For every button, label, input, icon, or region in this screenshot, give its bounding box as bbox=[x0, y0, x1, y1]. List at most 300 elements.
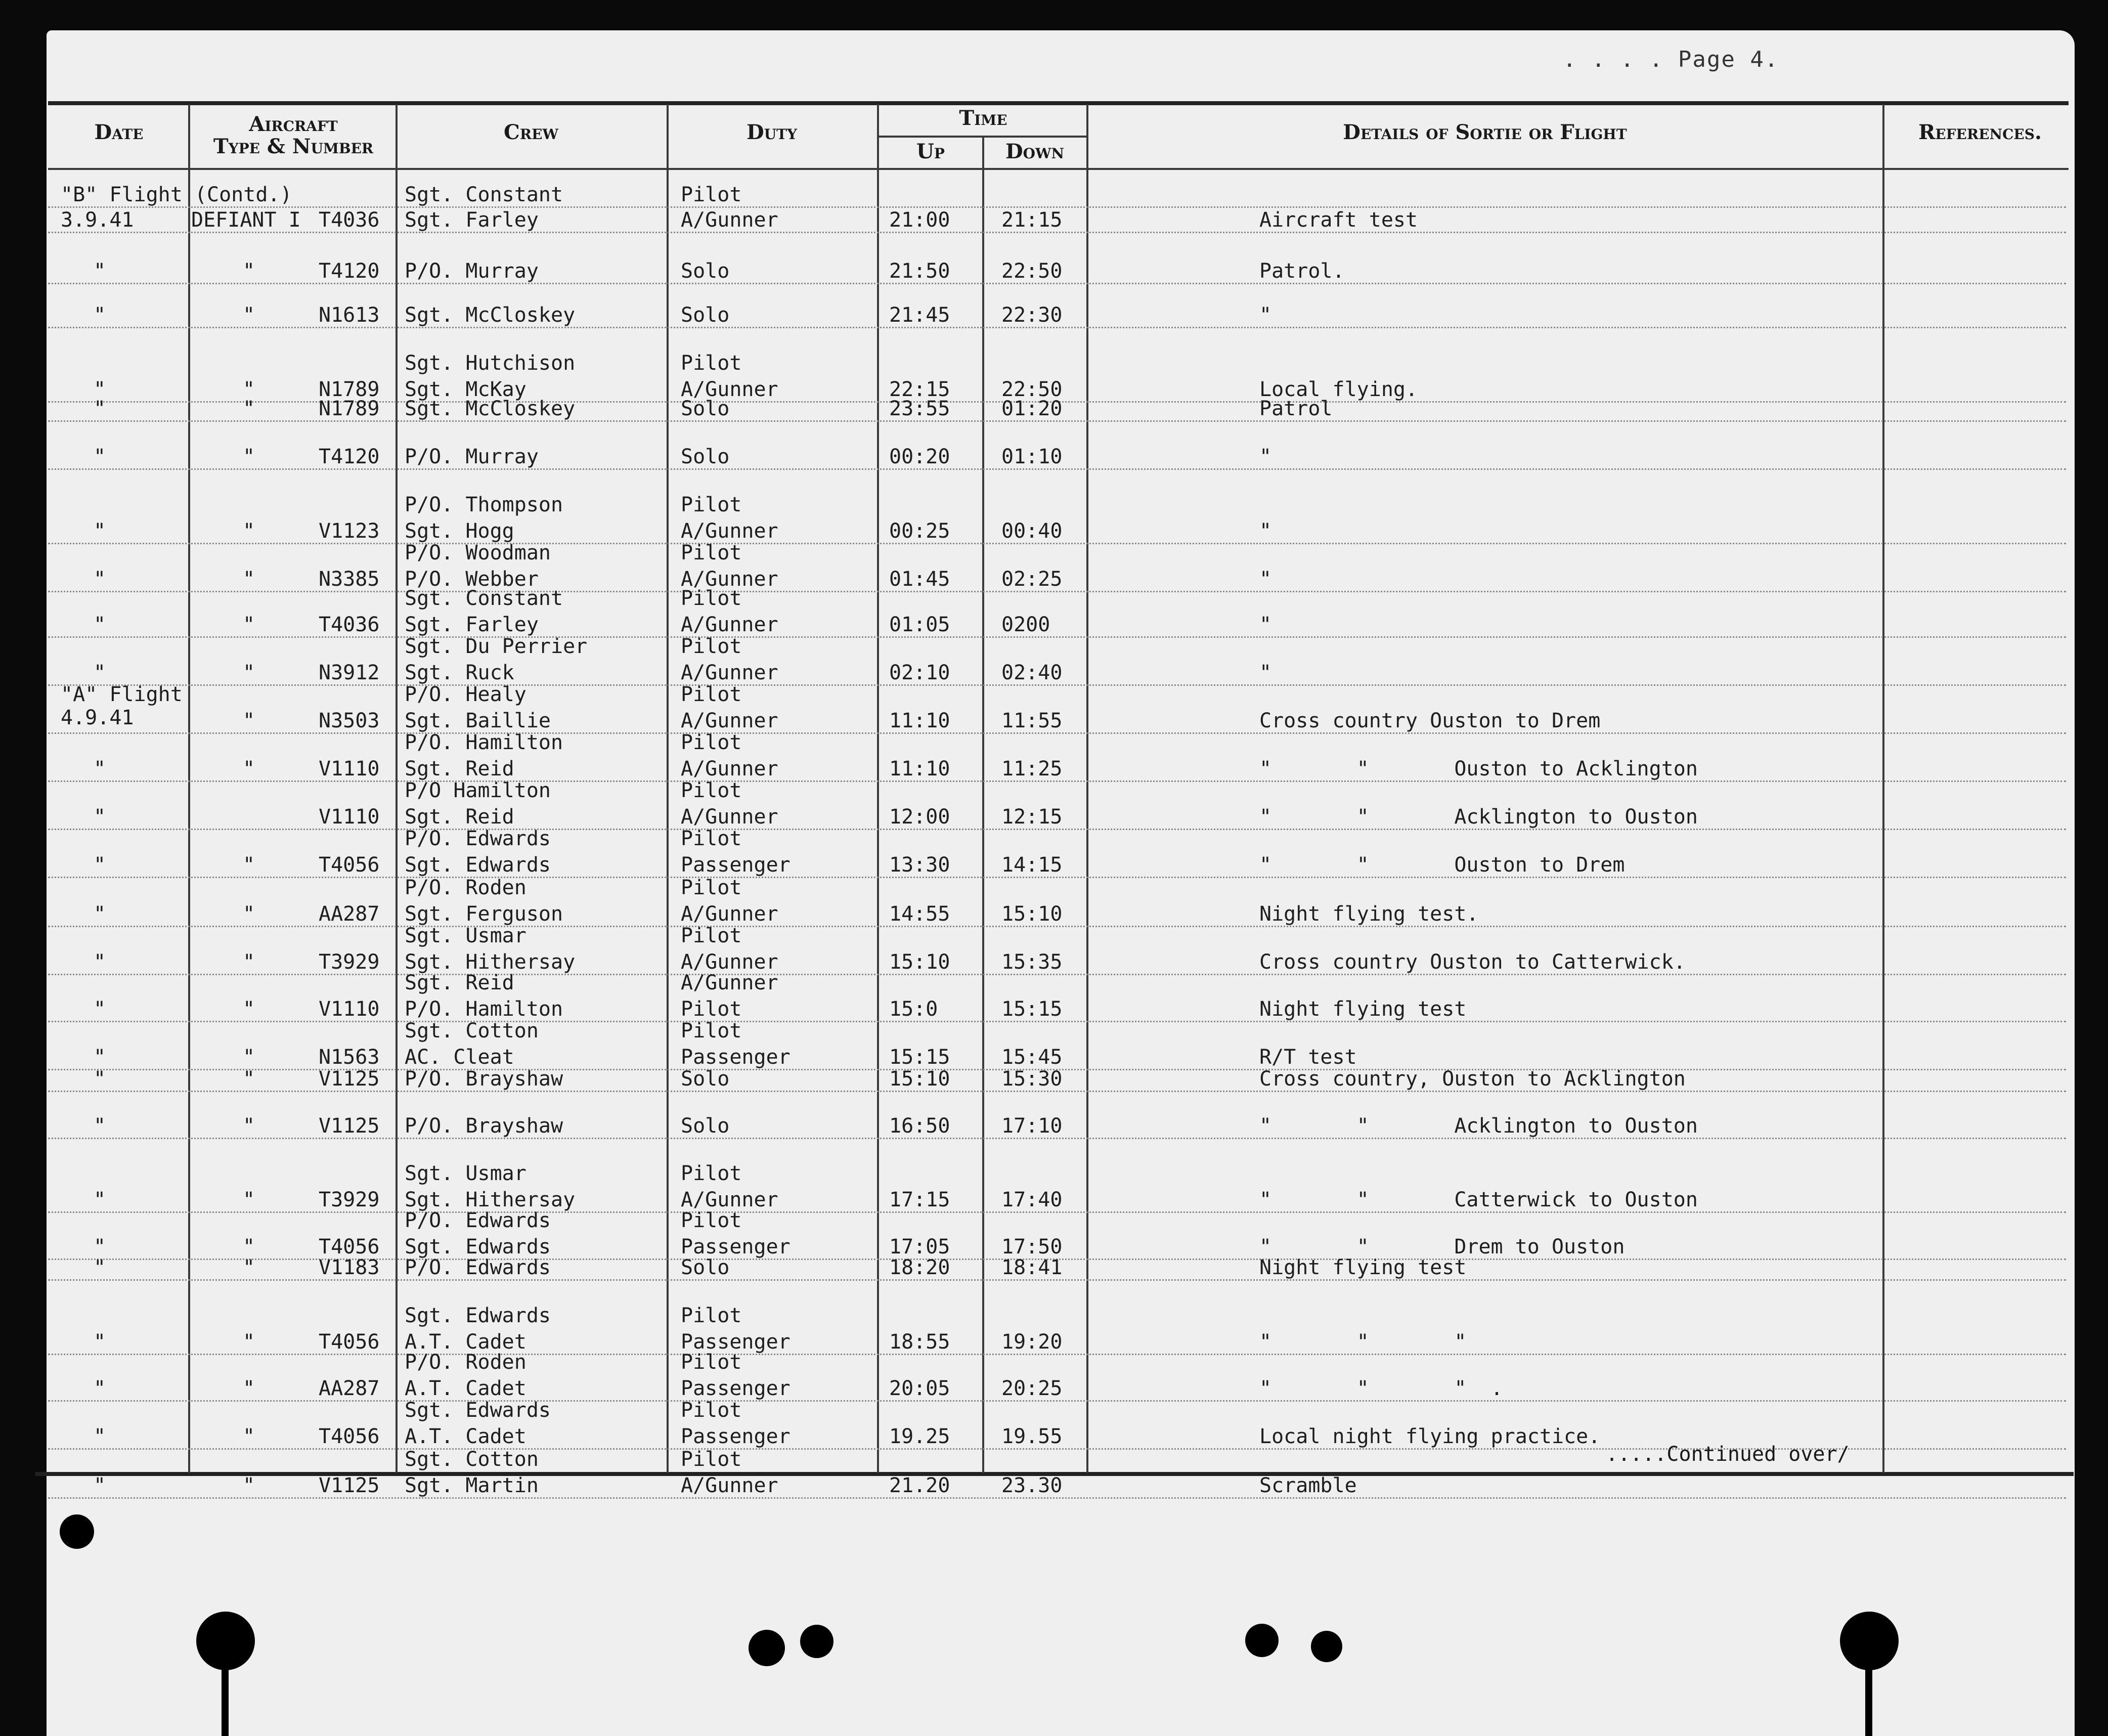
row-duty: Pilot bbox=[681, 1209, 742, 1232]
row-time-down: 20:25 bbox=[1001, 1377, 1063, 1400]
row-rule bbox=[48, 1497, 2066, 1499]
row-aircraft-type: DEFIANT I bbox=[191, 208, 301, 232]
row-rule bbox=[48, 232, 2066, 233]
column-divider bbox=[877, 104, 879, 1473]
row-duty: Pilot bbox=[681, 1448, 742, 1471]
row-aircraft-number: V1110 bbox=[319, 757, 380, 780]
row-time-up: 18:55 bbox=[889, 1330, 950, 1354]
row-date: " bbox=[94, 1256, 106, 1279]
header-bottom-rule bbox=[48, 168, 2069, 170]
row-time-up: 02:10 bbox=[889, 661, 950, 684]
row-time-down: 0200 bbox=[1001, 613, 1050, 636]
row-duty: Pilot bbox=[681, 779, 742, 802]
row-details: " " Catterwick to Ouston bbox=[1259, 1188, 1698, 1211]
row-duty: A/Gunner bbox=[681, 378, 778, 401]
row-time-down: 22:50 bbox=[1001, 259, 1063, 283]
row-date: " bbox=[94, 613, 106, 636]
row-crew: Sgt. McKay bbox=[405, 378, 526, 401]
row-details: Scramble bbox=[1259, 1474, 1357, 1497]
row-rule bbox=[48, 1400, 2066, 1402]
row-aircraft-type: " bbox=[243, 568, 255, 591]
row-date: " bbox=[94, 1235, 106, 1258]
row-duty: Passenger bbox=[681, 1425, 791, 1448]
row-crew: AC. Cleat bbox=[405, 1046, 514, 1069]
row-duty: Solo bbox=[681, 1114, 730, 1138]
row-time-down: 22:30 bbox=[1001, 303, 1063, 327]
row-aircraft-number: N3503 bbox=[319, 709, 380, 732]
row-duty: Pilot bbox=[681, 352, 742, 375]
row-details: Local flying. bbox=[1259, 378, 1418, 401]
row-details: Aircraft test bbox=[1259, 208, 1418, 232]
header-details: Details of Sortie or Flight bbox=[1343, 120, 1627, 144]
row-aircraft-type: " bbox=[243, 397, 255, 420]
row-aircraft-number: V1110 bbox=[319, 805, 380, 829]
row-date: " bbox=[94, 853, 106, 877]
row-crew: Sgt. Cotton bbox=[405, 1448, 539, 1471]
row-aircraft-number: AA287 bbox=[319, 902, 380, 926]
row-time-down: 15:30 bbox=[1001, 1067, 1063, 1091]
row-date: " bbox=[94, 1330, 106, 1354]
row-rule bbox=[48, 1021, 2066, 1022]
row-time-up: 21:50 bbox=[889, 259, 950, 283]
column-divider bbox=[1086, 104, 1088, 1473]
row-time-down: 17:10 bbox=[1001, 1114, 1063, 1138]
row-crew: Sgt. Usmar bbox=[405, 924, 526, 947]
row-date: " bbox=[94, 378, 106, 401]
row-aircraft-type: " bbox=[243, 709, 255, 732]
row-rule bbox=[48, 420, 2066, 422]
binder-slot bbox=[1865, 1664, 1872, 1736]
row-time-up: 00:20 bbox=[889, 445, 950, 468]
header-time-up: Up bbox=[916, 140, 945, 163]
punch-hole bbox=[1840, 1612, 1899, 1670]
row-time-down: 19.55 bbox=[1001, 1425, 1063, 1448]
row-duty: Pilot bbox=[681, 731, 742, 754]
header-date: Date bbox=[94, 120, 144, 144]
row-crew: P/O. Brayshaw bbox=[405, 1114, 563, 1138]
row-duty: Pilot bbox=[681, 183, 742, 206]
row-time-down: 15:35 bbox=[1001, 950, 1063, 974]
row-details: Cross country Ouston to Catterwick. bbox=[1259, 950, 1686, 974]
row-aircraft-type: " bbox=[243, 997, 255, 1021]
row-aircraft-type: " bbox=[243, 1235, 255, 1258]
punch-hole bbox=[1245, 1624, 1279, 1657]
row-crew: P/O. Murray bbox=[405, 445, 539, 468]
row-duty: Pilot bbox=[681, 827, 742, 850]
row-duty: Pilot bbox=[681, 876, 742, 899]
row-rule bbox=[48, 206, 2066, 208]
row-aircraft-number: T3929 bbox=[319, 1188, 380, 1211]
punch-hole bbox=[749, 1630, 785, 1666]
row-details: R/T test bbox=[1259, 1046, 1357, 1069]
row-crew: P/O. Roden bbox=[405, 876, 526, 899]
punch-hole bbox=[1311, 1631, 1342, 1662]
row-date: " bbox=[94, 757, 106, 780]
row-time-down: 12:15 bbox=[1001, 805, 1063, 829]
row-details: " " Drem to Ouston bbox=[1259, 1235, 1625, 1258]
row-time-up: 13:30 bbox=[889, 853, 950, 877]
row-duty: Solo bbox=[681, 445, 730, 468]
row-crew: P/O. Edwards bbox=[405, 1209, 551, 1232]
row-crew: P/O. Hamilton bbox=[405, 997, 563, 1021]
row-time-down: 21:15 bbox=[1001, 208, 1063, 232]
header-duty: Duty bbox=[746, 120, 797, 144]
row-date: " bbox=[94, 1188, 106, 1211]
row-aircraft-number: T4120 bbox=[319, 445, 380, 468]
row-details: " bbox=[1259, 568, 1272, 591]
row-aircraft-number: V1123 bbox=[319, 519, 380, 543]
row-crew: Sgt. Hogg bbox=[405, 519, 514, 543]
row-crew: P/O. Hamilton bbox=[405, 731, 563, 754]
row-time-down: 02:25 bbox=[1001, 568, 1063, 591]
row-crew: Sgt. Ruck bbox=[405, 661, 514, 684]
row-aircraft-number: AA287 bbox=[319, 1377, 380, 1400]
row-aircraft-number: T3929 bbox=[319, 950, 380, 974]
row-aircraft-number: V1125 bbox=[319, 1067, 380, 1091]
row-aircraft-type: " bbox=[243, 519, 255, 543]
row-crew: Sgt. McCloskey bbox=[405, 397, 576, 420]
row-date: " bbox=[94, 519, 106, 543]
row-aircraft-type: " bbox=[243, 613, 255, 636]
row-aircraft-type: " bbox=[243, 1114, 255, 1138]
row-aircraft-number: N3912 bbox=[319, 661, 380, 684]
row-crew: Sgt. Constant bbox=[405, 587, 563, 610]
row-details: " bbox=[1259, 519, 1272, 543]
row-date: " bbox=[94, 1067, 106, 1091]
row-time-up: 19.25 bbox=[889, 1425, 950, 1448]
row-time-down: 15:15 bbox=[1001, 997, 1063, 1021]
row-time-up: 23:55 bbox=[889, 397, 950, 420]
row-date: " bbox=[94, 950, 106, 974]
row-crew: P/O. Murray bbox=[405, 259, 539, 283]
row-duty: A/Gunner bbox=[681, 709, 778, 732]
row-time-up: 15:10 bbox=[889, 950, 950, 974]
row-duty: Pilot bbox=[681, 997, 742, 1021]
row-aircraft-number: T4036 bbox=[319, 208, 380, 232]
row-date: " bbox=[94, 1046, 106, 1069]
row-aircraft-type: " bbox=[243, 757, 255, 780]
row-rule bbox=[48, 543, 2066, 544]
row-aircraft-type: " bbox=[243, 1188, 255, 1211]
row-time-down: 01:10 bbox=[1001, 445, 1063, 468]
row-aircraft-number: T4056 bbox=[319, 1330, 380, 1354]
row-rule bbox=[48, 636, 2066, 638]
header-aircraft: Aircraft Type & Number bbox=[213, 112, 374, 158]
row-duty: Pilot bbox=[681, 1019, 742, 1043]
row-crew: Sgt. Hithersay bbox=[405, 950, 576, 974]
row-aircraft-type: " bbox=[243, 303, 255, 327]
header-time-down: Down bbox=[1005, 140, 1065, 163]
row-time-down: 22:50 bbox=[1001, 378, 1063, 401]
row-details: Cross country Ouston to Drem bbox=[1259, 709, 1601, 732]
row-time-down: 18:41 bbox=[1001, 1256, 1063, 1279]
row-aircraft-number: N1789 bbox=[319, 397, 380, 420]
row-time-up: 11:10 bbox=[889, 709, 950, 732]
row-rule bbox=[48, 327, 2066, 328]
row-crew: Sgt. Usmar bbox=[405, 1162, 526, 1185]
row-rule bbox=[48, 1091, 2066, 1092]
row-aircraft-number: T4056 bbox=[319, 853, 380, 877]
row-details: " " " bbox=[1259, 1330, 1467, 1354]
row-duty: Pilot bbox=[681, 924, 742, 947]
row-aircraft-type: " bbox=[243, 902, 255, 926]
row-rule bbox=[48, 974, 2066, 975]
row-aircraft-number: N1789 bbox=[319, 378, 380, 401]
row-date: " bbox=[94, 445, 106, 468]
row-duty: Passenger bbox=[681, 1046, 791, 1069]
row-crew: A.T. Cadet bbox=[405, 1330, 526, 1354]
row-details: " " Ouston to Drem bbox=[1259, 853, 1625, 877]
row-aircraft-number: T4056 bbox=[319, 1235, 380, 1258]
punch-hole bbox=[800, 1625, 833, 1658]
row-date: " bbox=[94, 259, 106, 283]
row-crew: P/O. Edwards bbox=[405, 1256, 551, 1279]
row-time-up: 17:15 bbox=[889, 1188, 950, 1211]
row-aircraft-number: V1125 bbox=[319, 1474, 380, 1497]
row-rule bbox=[48, 829, 2066, 830]
row-date: " bbox=[94, 1114, 106, 1138]
row-crew: Sgt. Constant bbox=[405, 183, 563, 206]
row-aircraft-type: " bbox=[243, 1330, 255, 1354]
row-aircraft-type: " bbox=[243, 950, 255, 974]
row-time-up: 17:05 bbox=[889, 1235, 950, 1258]
row-details: Local night flying practice. bbox=[1259, 1425, 1601, 1448]
row-date: " bbox=[94, 397, 106, 420]
row-crew: Sgt. Edwards bbox=[405, 1235, 551, 1258]
row-duty: Passenger bbox=[681, 1330, 791, 1354]
row-time-up: 01:05 bbox=[889, 613, 950, 636]
row-date: " bbox=[94, 997, 106, 1021]
row-crew: P/O. Webber bbox=[405, 568, 539, 591]
header-crew: Crew bbox=[504, 120, 558, 144]
row-aircraft-number: N3385 bbox=[319, 568, 380, 591]
row-duty: A/Gunner bbox=[681, 1474, 778, 1497]
row-rule bbox=[48, 1354, 2066, 1355]
row-rule bbox=[48, 732, 2066, 734]
row-date: " bbox=[94, 805, 106, 829]
row-date: "B" Flight (Contd.) bbox=[61, 183, 292, 206]
row-details: Night flying test bbox=[1259, 997, 1467, 1021]
row-duty: Passenger bbox=[681, 853, 791, 877]
row-duty: Pilot bbox=[681, 493, 742, 516]
row-duty: A/Gunner bbox=[681, 208, 778, 232]
row-duty: A/Gunner bbox=[681, 950, 778, 974]
row-duty: A/Gunner bbox=[681, 757, 778, 780]
row-duty: Pilot bbox=[681, 587, 742, 610]
header-top-rule bbox=[48, 101, 2069, 105]
row-aircraft-type: " bbox=[243, 1067, 255, 1091]
row-crew: Sgt. Reid bbox=[405, 805, 514, 829]
row-details: Night flying test. bbox=[1259, 902, 1479, 926]
row-time-down: 17:50 bbox=[1001, 1235, 1063, 1258]
row-rule bbox=[48, 684, 2066, 686]
row-time-up: 11:10 bbox=[889, 757, 950, 780]
row-aircraft-type: " bbox=[243, 1474, 255, 1497]
row-duty: A/Gunner bbox=[681, 661, 778, 684]
row-time-down: 15:45 bbox=[1001, 1046, 1063, 1069]
row-time-up: 21.20 bbox=[889, 1474, 950, 1497]
row-aircraft-number: V1183 bbox=[319, 1256, 380, 1279]
row-time-down: 15:10 bbox=[1001, 902, 1063, 926]
row-crew: P/O. Healy bbox=[405, 683, 526, 706]
row-rule bbox=[48, 468, 2066, 470]
row-time-up: 16:50 bbox=[889, 1114, 950, 1138]
row-details: " bbox=[1259, 613, 1272, 636]
row-aircraft-number: V1125 bbox=[319, 1114, 380, 1138]
row-duty: Pilot bbox=[681, 541, 742, 565]
row-details: " bbox=[1259, 661, 1272, 684]
row-crew: Sgt. Reid bbox=[405, 757, 514, 780]
row-aircraft-type: " bbox=[243, 661, 255, 684]
row-rule bbox=[48, 283, 2066, 284]
row-time-up: 14:55 bbox=[889, 902, 950, 926]
row-crew: Sgt. Martin bbox=[405, 1474, 539, 1497]
row-crew: Sgt. Ferguson bbox=[405, 902, 563, 926]
row-details: " bbox=[1259, 303, 1272, 327]
row-time-up: 18:20 bbox=[889, 1256, 950, 1279]
row-date: "A" Flight 4.9.41 bbox=[61, 683, 183, 729]
row-aircraft-type: " bbox=[243, 1425, 255, 1448]
row-crew: P/O Hamilton bbox=[405, 779, 551, 802]
row-date: 3.9.41 bbox=[61, 208, 134, 232]
row-details: Patrol bbox=[1259, 397, 1333, 420]
row-duty: A/Gunner bbox=[681, 568, 778, 591]
row-details: " " Acklington to Ouston bbox=[1259, 805, 1698, 829]
column-divider bbox=[982, 137, 984, 1473]
row-duty: A/Gunner bbox=[681, 613, 778, 636]
row-crew: Sgt. Hutchison bbox=[405, 352, 576, 375]
row-time-down: 00:40 bbox=[1001, 519, 1063, 543]
row-time-up: 20:05 bbox=[889, 1377, 950, 1400]
row-time-up: 15:0 bbox=[889, 997, 938, 1021]
row-crew: Sgt. Hithersay bbox=[405, 1188, 576, 1211]
row-aircraft-type: " bbox=[243, 1256, 255, 1279]
row-time-down: 11:25 bbox=[1001, 757, 1063, 780]
column-divider bbox=[1882, 104, 1884, 1473]
row-time-down: 19:20 bbox=[1001, 1330, 1063, 1354]
row-time-down: 01:20 bbox=[1001, 397, 1063, 420]
column-divider bbox=[396, 104, 398, 1473]
row-crew: Sgt. Edwards bbox=[405, 853, 551, 877]
row-aircraft-type: " bbox=[243, 1377, 255, 1400]
row-duty: Solo bbox=[681, 1256, 730, 1279]
row-crew: P/O. Edwards bbox=[405, 827, 551, 850]
row-duty: Solo bbox=[681, 259, 730, 283]
row-time-up: 22:15 bbox=[889, 378, 950, 401]
row-time-down: 02:40 bbox=[1001, 661, 1063, 684]
row-crew: Sgt. Farley bbox=[405, 208, 539, 232]
row-date: " bbox=[94, 1425, 106, 1448]
row-crew: Sgt. Reid bbox=[405, 971, 514, 994]
row-time-up: 12:00 bbox=[889, 805, 950, 829]
row-details: Cross country, Ouston to Acklington bbox=[1259, 1067, 1686, 1091]
row-date: " bbox=[94, 902, 106, 926]
row-crew: Sgt. Du Perrier bbox=[405, 635, 588, 658]
header-time: Time bbox=[959, 106, 1007, 130]
punch-hole bbox=[60, 1514, 94, 1549]
row-rule bbox=[48, 926, 2066, 927]
continued-note: .....Continued over/ bbox=[1606, 1443, 1850, 1466]
row-aircraft-type: " bbox=[243, 259, 255, 283]
row-duty: Passenger bbox=[681, 1235, 791, 1258]
row-date: " bbox=[94, 303, 106, 327]
row-duty: Pilot bbox=[681, 635, 742, 658]
row-aircraft-type: " bbox=[243, 853, 255, 877]
row-date: " bbox=[94, 1474, 106, 1497]
row-crew: Sgt. McCloskey bbox=[405, 303, 576, 327]
row-duty: A/Gunner bbox=[681, 1188, 778, 1211]
row-details: " " Acklington to Ouston bbox=[1259, 1114, 1698, 1138]
row-duty: Solo bbox=[681, 397, 730, 420]
row-duty: Pilot bbox=[681, 1351, 742, 1374]
page-number: . . . . Page 4. bbox=[1563, 47, 1779, 72]
row-time-down: 17:40 bbox=[1001, 1188, 1063, 1211]
row-duty: Solo bbox=[681, 1067, 730, 1091]
row-details: " " Ouston to Acklington bbox=[1259, 757, 1698, 780]
row-time-up: 21:00 bbox=[889, 208, 950, 232]
row-duty: Pilot bbox=[681, 1304, 742, 1327]
row-rule bbox=[48, 1279, 2066, 1281]
row-rule bbox=[48, 1138, 2066, 1139]
row-time-down: 23.30 bbox=[1001, 1474, 1063, 1497]
row-details: Patrol. bbox=[1259, 259, 1345, 283]
binder-slot bbox=[222, 1664, 229, 1736]
row-aircraft-number: N1613 bbox=[319, 303, 380, 327]
row-aircraft-number: T4056 bbox=[319, 1425, 380, 1448]
row-time-up: 01:45 bbox=[889, 568, 950, 591]
column-divider bbox=[188, 104, 190, 1473]
row-crew: Sgt. Cotton bbox=[405, 1019, 539, 1043]
row-aircraft-number: V1110 bbox=[319, 997, 380, 1021]
row-date: " bbox=[94, 661, 106, 684]
row-duty: Pilot bbox=[681, 683, 742, 706]
row-crew: A.T. Cadet bbox=[405, 1425, 526, 1448]
row-aircraft-type: " bbox=[243, 445, 255, 468]
row-aircraft-type: " bbox=[243, 1046, 255, 1069]
row-duty: Passenger bbox=[681, 1377, 791, 1400]
row-crew: Sgt. Edwards bbox=[405, 1304, 551, 1327]
row-details: " " " . bbox=[1259, 1377, 1503, 1400]
row-time-down: 11:55 bbox=[1001, 709, 1063, 732]
row-duty: Pilot bbox=[681, 1162, 742, 1185]
row-rule bbox=[48, 877, 2066, 878]
row-rule bbox=[48, 780, 2066, 782]
row-details: " bbox=[1259, 445, 1272, 468]
row-duty: A/Gunner bbox=[681, 519, 778, 543]
row-aircraft-type: " bbox=[243, 378, 255, 401]
header-references: References. bbox=[1918, 120, 2042, 144]
row-crew: P/O. Roden bbox=[405, 1351, 526, 1374]
column-divider bbox=[667, 104, 669, 1473]
row-time-up: 15:15 bbox=[889, 1046, 950, 1069]
row-duty: A/Gunner bbox=[681, 805, 778, 829]
row-rule bbox=[48, 591, 2066, 592]
punch-hole bbox=[196, 1612, 255, 1670]
row-rule bbox=[48, 1211, 2066, 1213]
row-time-up: 15:10 bbox=[889, 1067, 950, 1091]
row-duty: Pilot bbox=[681, 1399, 742, 1422]
row-aircraft-number: T4120 bbox=[319, 259, 380, 283]
row-aircraft-number: T4036 bbox=[319, 613, 380, 636]
row-aircraft-number: N1563 bbox=[319, 1046, 380, 1069]
row-details: Night flying test bbox=[1259, 1256, 1467, 1279]
row-time-down: 14:15 bbox=[1001, 853, 1063, 877]
row-crew: P/O. Woodman bbox=[405, 541, 551, 565]
row-duty: A/Gunner bbox=[681, 971, 778, 994]
row-duty: A/Gunner bbox=[681, 902, 778, 926]
row-crew: Sgt. Baillie bbox=[405, 709, 551, 732]
row-crew: A.T. Cadet bbox=[405, 1377, 526, 1400]
